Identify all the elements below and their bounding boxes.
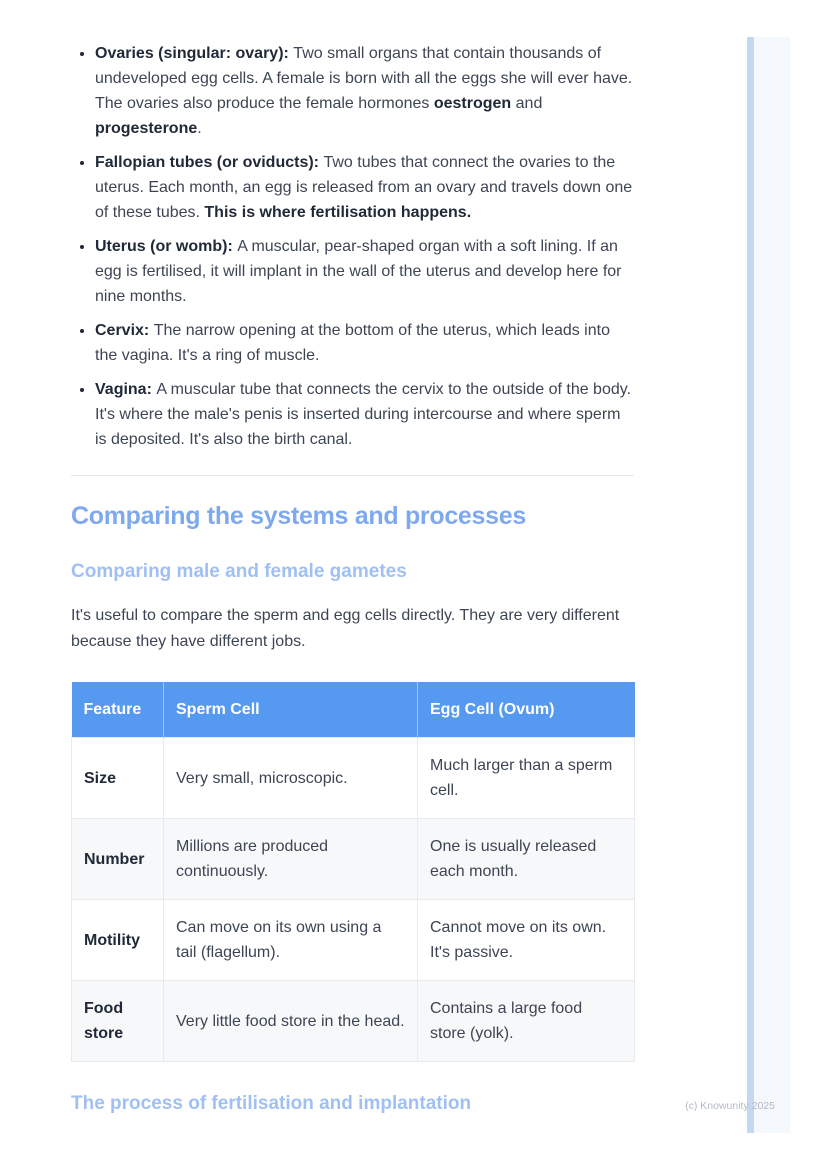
egg-cell: Contains a large food store (yolk). <box>418 981 635 1062</box>
column-header: Egg Cell (Ovum) <box>418 682 635 738</box>
gametes-subheading: Comparing male and female gametes <box>71 561 407 582</box>
bold-term: oestrogen <box>433 95 512 112</box>
table-row <box>72 981 635 1062</box>
list-item <box>95 377 634 452</box>
scrollbar-track <box>747 37 790 1133</box>
column-header: Sperm Cell <box>164 682 418 738</box>
anatomy-list <box>71 41 634 452</box>
section-divider <box>71 475 634 476</box>
bold-term: progesterone <box>95 120 198 137</box>
table-row <box>72 738 635 819</box>
body-text: Two tubes that connect the ovaries to the uterus. Each month, an egg is released from an ovary and travels down one of these tubes. <box>95 154 633 221</box>
body-text: A muscular, pear-shaped organ with a soft lining. If an egg is fertilised, it will implant in the wall of the uterus and develop here for nine months. <box>95 238 622 305</box>
bold-term: Uterus (or womb): <box>95 238 238 255</box>
list-item <box>95 150 634 225</box>
body-text: Two small organs that contain thousands of undeveloped egg cells. A female is born with all the eggs she will ever have. The ovaries also produce the female hormones <box>95 45 633 112</box>
bold-term: Ovaries (singular: ovary): <box>95 45 294 62</box>
feature-cell: Food store <box>72 981 164 1062</box>
bold-term: Vagina: <box>95 381 157 398</box>
comparison-table <box>71 682 635 1062</box>
bold-term: Fallopian tubes (or oviducts): <box>95 154 324 171</box>
sperm-cell: Can move on its own using a tail (flagellum). <box>164 900 418 981</box>
list-item <box>95 41 634 141</box>
feature-cell: Size <box>72 738 164 819</box>
sperm-cell: Millions are produced continuously. <box>164 819 418 900</box>
egg-cell: One is usually released each month. <box>418 819 635 900</box>
table-body <box>72 738 635 1062</box>
section-heading: Comparing the systems and processes <box>71 502 526 530</box>
intro-paragraph: It's useful to compare the sperm and egg cells directly. They are very different because they have different jobs. <box>71 607 620 650</box>
content-column <box>71 0 634 1115</box>
body-text: . <box>197 120 202 137</box>
scrollbar-thumb[interactable] <box>747 37 754 1133</box>
watermark: (c) Knowunity 2025 <box>685 1100 775 1112</box>
sperm-cell: Very little food store in the head. <box>164 981 418 1062</box>
column-header: Feature <box>72 682 164 738</box>
table-row <box>72 900 635 981</box>
table-row <box>72 819 635 900</box>
fertilisation-subheading: The process of fertilisation and implantation <box>71 1093 472 1114</box>
list-item <box>95 318 634 368</box>
body-text: The narrow opening at the bottom of the uterus, which leads into the vagina. It's a ring of muscle. <box>95 322 610 364</box>
bold-term: This is where fertilisation happens. <box>204 204 472 221</box>
body-text: and <box>511 95 543 112</box>
table-header-row <box>72 682 635 738</box>
feature-cell: Motility <box>72 900 164 981</box>
bold-term: Cervix: <box>95 322 154 339</box>
feature-cell: Number <box>72 819 164 900</box>
egg-cell: Cannot move on its own. It's passive. <box>418 900 635 981</box>
egg-cell: Much larger than a sperm cell. <box>418 738 635 819</box>
list-item <box>95 234 634 309</box>
sperm-cell: Very small, microscopic. <box>164 738 418 819</box>
body-text: A muscular tube that connects the cervix to the outside of the body. It's where the male's penis is inserted during intercourse and where sperm is deposited. It's also the birth canal. <box>95 381 632 448</box>
